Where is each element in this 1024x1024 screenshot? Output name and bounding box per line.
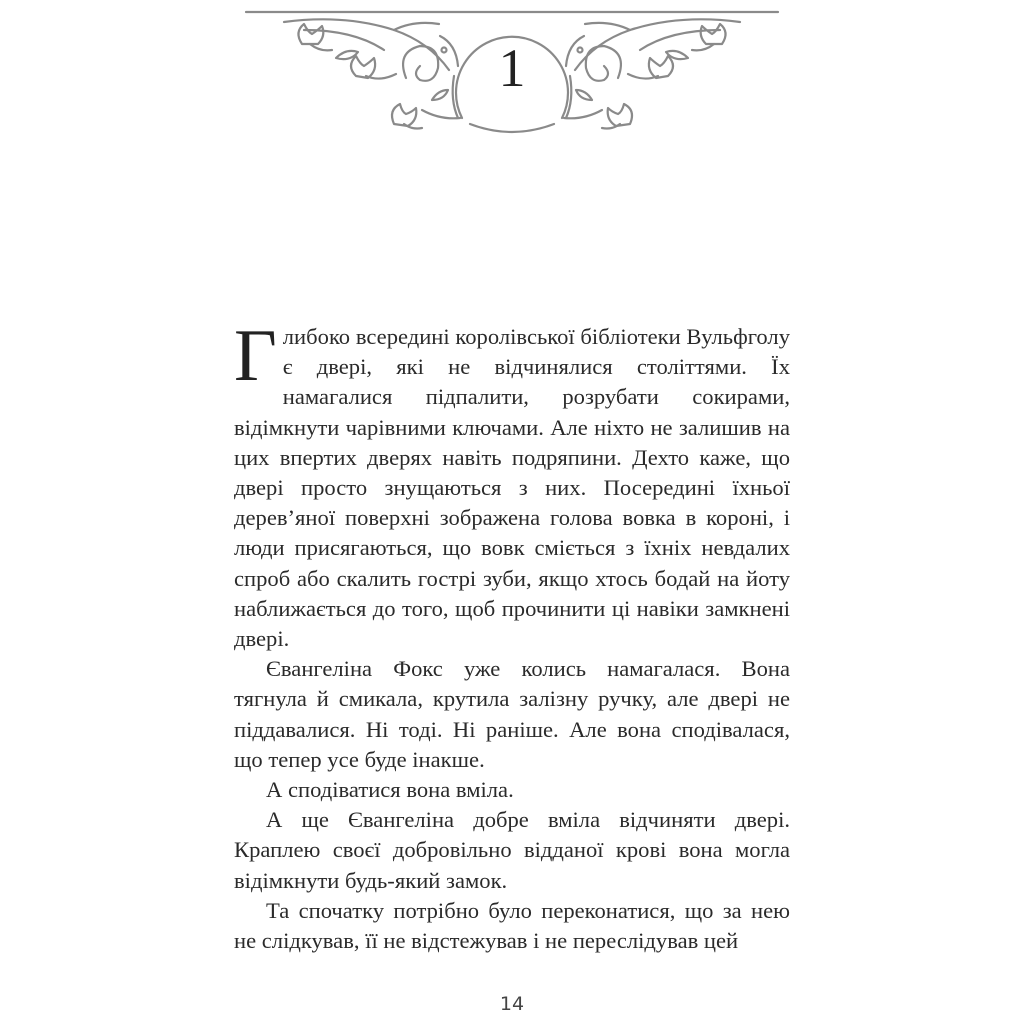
chapter-number: 1 (498, 38, 526, 98)
left-flourish (284, 19, 460, 128)
tulip-icon (298, 24, 323, 44)
paragraph-1 (234, 315, 790, 654)
chapter-body (234, 315, 790, 956)
right-flourish (564, 19, 740, 128)
page-number: 14 (499, 993, 525, 1015)
tulip-icon (351, 56, 375, 78)
paragraph-1-text: либоко всередині королівської бібліотеки Вульфголу є двері, які не відчинялися століттями. Їх намагалися підпалити, розрубати сокирами, відімкнути чарівними ключами. Але ніхто не залишив на цих впертих дверях навіть подряпини. Дехто каже, що двері просто знущаються з них. Посередині їхньої дерев’яної поверхні зображена голова вовка в короні, і люди присягаються, що вовк сміється з їхніх невдалих спроб або скалить гострі зуби, якщо хтось бодай на йоту наближається до того, щоб прочинити ці навіки замкнені двері. (234, 324, 790, 652)
paragraph-2: Євангеліна Фокс уже колись намагалася. Вона тягнула й смикала, крутила залізну ручку, але двері не піддавалися. Ні тоді. Ні раніше. Але вона сподівалася, що тепер усе буде інакше. (234, 656, 790, 772)
drop-cap: Г (234, 315, 277, 397)
tulip-icon (392, 104, 416, 126)
paragraph-4: А ще Євангеліна добре вміла відчиняти двері. Краплею своєї добровільно відданої крові вона могла відімкнути будь-який замок. (234, 807, 790, 893)
paragraph-5: Та спочатку потрібно було переконатися, що за нею не слідкував, її не відстежував і не переслідував цей (234, 897, 790, 954)
paragraph-3: А сподіватися вона вміла. (266, 777, 514, 803)
